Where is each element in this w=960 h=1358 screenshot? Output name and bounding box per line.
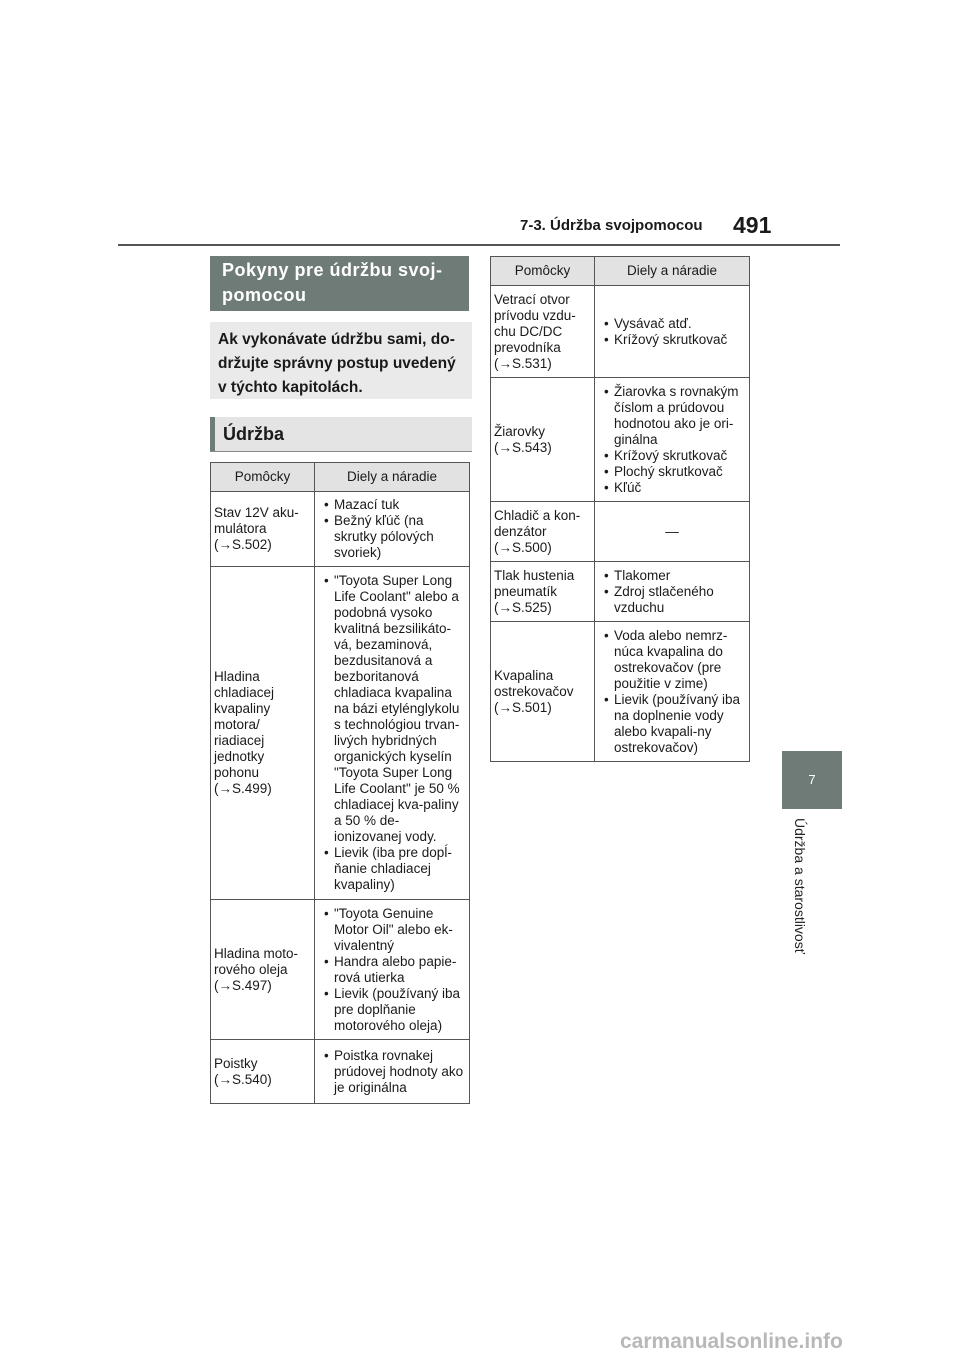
tools-list — [598, 568, 746, 616]
tools-list — [318, 573, 466, 893]
column-header-tools: Pomôcky — [491, 257, 595, 286]
list-item: • Handra alebo papie-rová utierka — [318, 954, 466, 986]
list-item: • Lievik (iba pre dopĺ-ňanie chladiacej kvapaliny) — [318, 845, 466, 893]
tools-cell — [595, 622, 750, 762]
tools-cell — [315, 900, 470, 1040]
table-row — [211, 567, 470, 900]
tools-cell — [315, 492, 470, 567]
list-item: • Lievik (používaný iba na doplnenie vody alebo kvapali-ny ostrekovačov) — [598, 692, 746, 756]
maintenance-table-left — [210, 462, 470, 1104]
table-row — [491, 622, 750, 762]
item-cell: Žiarovky (→S.543) — [491, 378, 595, 502]
tools-list — [318, 1048, 466, 1096]
list-item: • Kľúč — [598, 480, 746, 496]
intro-text: Ak vykonávate údržbu sami, do- držujte správny postup uvedený v týchto kapitolách. — [210, 322, 472, 399]
item-cell: Kvapalina ostrekovačov (→S.501) — [491, 622, 595, 762]
table-row — [211, 1040, 470, 1104]
table-row — [211, 492, 470, 567]
list-item: • Plochý skrutkovač — [598, 464, 746, 480]
item-cell: Hladina moto- rového oleja (→S.497) — [211, 900, 315, 1040]
maintenance-table-right — [490, 256, 750, 762]
subsection-title: Údržba — [210, 417, 472, 451]
list-item: • Zdroj stlačeného vzduchu — [598, 584, 746, 616]
column-header-parts: Diely a náradie — [315, 463, 470, 492]
list-item: • Bežný kľúč (na skrutky pólových svoriek) — [318, 513, 466, 561]
watermark: carmanualsonline.info — [620, 1330, 843, 1353]
tools-cell — [595, 562, 750, 622]
table-row — [491, 502, 750, 562]
tools-list — [598, 628, 746, 756]
tools-cell: — — [595, 502, 750, 562]
column-header-parts: Diely a náradie — [595, 257, 750, 286]
table-row — [491, 378, 750, 502]
list-item: • Lievik (používaný iba pre doplňanie motorového oleja) — [318, 986, 466, 1034]
tools-list — [318, 497, 466, 561]
tools-cell — [595, 286, 750, 378]
section-title: Pokyny pre údržbu svoj- pomocou — [210, 256, 469, 311]
list-item: • Poistka rovnakej prúdovej hodnoty ako je originálna — [318, 1048, 466, 1096]
tools-cell — [595, 378, 750, 502]
list-item: • Žiarovka s rovnakým číslom a prúdovou hodnotou ako je ori-ginálna — [598, 384, 746, 448]
list-item: • Tlakomer — [598, 568, 746, 584]
item-cell: Vetrací otvor prívodu vzdu- chu DC/DC prevodníka (→S.531) — [491, 286, 595, 378]
list-item: • "Toyota Super Long Life Coolant" alebo a podobná vysoko kvalitná bezsilikáto-vá, bezaminová, bezdusitanová a bezboritanová chladiaca kvapalina na bázi etylénglykolu s technológiou trvan-livých hybridných organických kyselín "Toyota Super Long Life Coolant" je 50 % chladiacej kva-paliny a 50 % de-ionizovanej vody. — [318, 573, 466, 845]
item-cell: Stav 12V aku- mulátora (→S.502) — [211, 492, 315, 567]
column-header-tools: Pomôcky — [211, 463, 315, 492]
tools-cell — [315, 1040, 470, 1104]
table-row — [491, 562, 750, 622]
list-item: • Voda alebo nemrz-núca kvapalina do ostrekovačov (pre použitie v zime) — [598, 628, 746, 692]
tools-cell — [315, 567, 470, 900]
list-item: • Mazací tuk — [318, 497, 466, 513]
list-item: • Krížový skrutkovač — [598, 448, 746, 464]
tools-list — [598, 316, 746, 348]
table-row — [211, 900, 470, 1040]
item-cell: Poistky (→S.540) — [211, 1040, 315, 1104]
header-section-title: 7-3. Údržba svojpomocou — [520, 217, 703, 234]
chapter-tab: 7 — [782, 751, 842, 809]
item-cell: Hladina chladiacej kvapaliny motora/ riadiacej jednotky pohonu (→S.499) — [211, 567, 315, 900]
list-item: • Krížový skrutkovač — [598, 332, 746, 348]
tools-list — [318, 906, 466, 1034]
tools-list — [598, 384, 746, 496]
item-cell: Tlak hustenia pneumatík (→S.525) — [491, 562, 595, 622]
list-item: • "Toyota Genuine Motor Oil" alebo ek-vivalentný — [318, 906, 466, 954]
table-row — [491, 286, 750, 378]
page-number: 491 — [733, 212, 772, 238]
chapter-label: Údržba a starostlivosť — [792, 818, 808, 954]
list-item: • Vysávač atď. — [598, 316, 746, 332]
header-divider — [118, 244, 840, 246]
subsection-divider — [210, 451, 472, 452]
item-cell: Chladič a kon- denzátor (→S.500) — [491, 502, 595, 562]
